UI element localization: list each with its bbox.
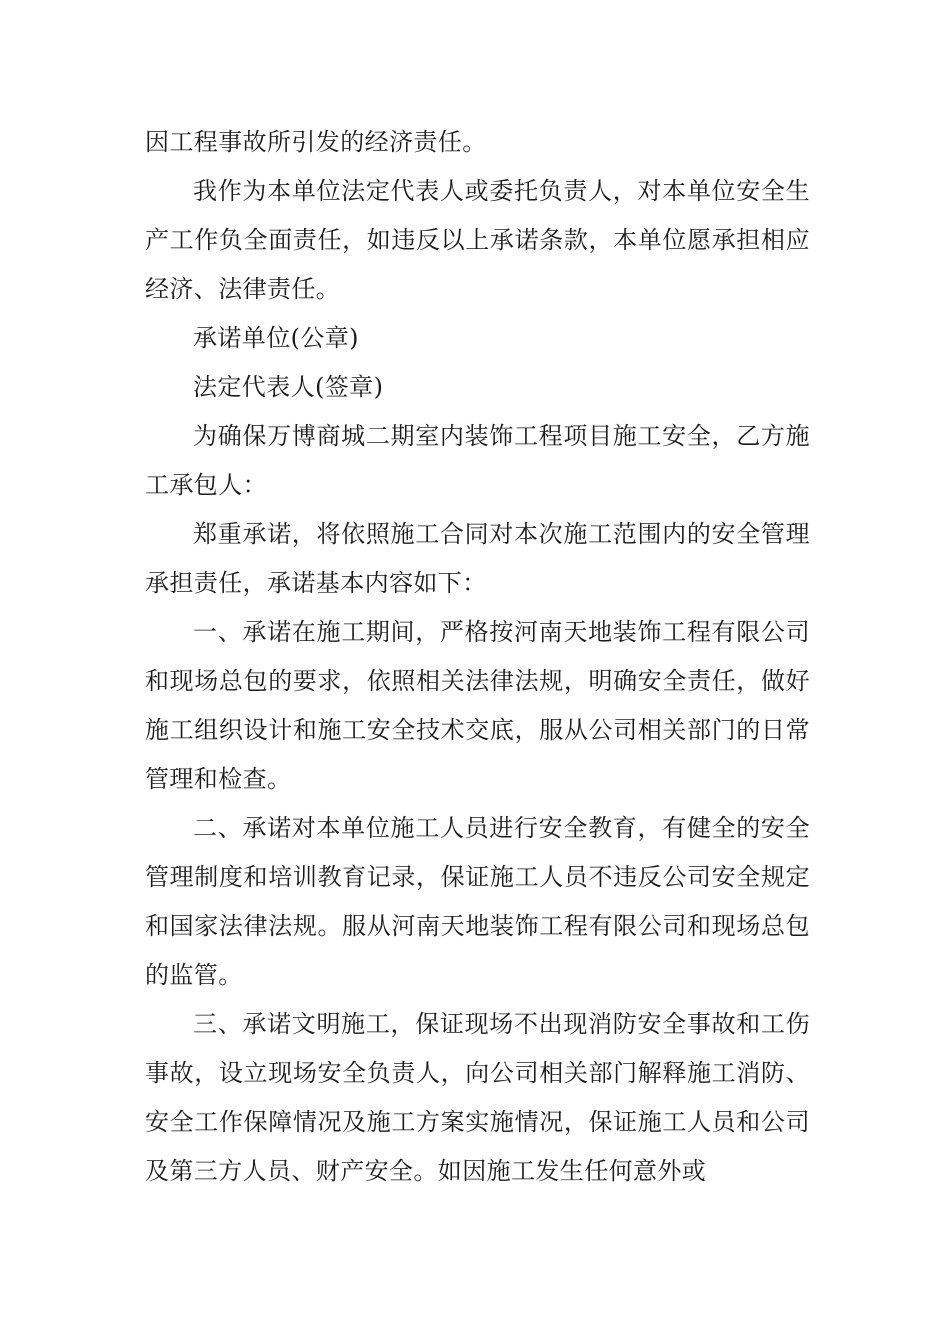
paragraph-clause-2: 二、承诺对本单位施工人员进行安全教育，有健全的安全管理制度和培训教育记录，保证施工人员不违反公司安全规定和国家法律法规。服从河南天地装饰工程有限公司和现场总包的监管。 (145, 814, 810, 989)
document-body (145, 118, 810, 1196)
paragraph-continuation: 因工程事故所引发的经济责任。 (145, 128, 487, 156)
paragraph-clause-1: 一、承诺在施工期间，严格按河南天地装饰工程有限公司和现场总包的要求，依照相关法律法规，明确安全责任，做好施工组织设计和施工安全技术交底，服从公司相关部门的日常管理和检查。 (145, 618, 810, 793)
paragraph-responsibility: 我作为本单位法定代表人或委托负责人，对本单位安全生产工作负全面责任，如违反以上承诺条款，本单位愿承担相应经济、法律责任。 (145, 177, 810, 303)
paragraph-seal-unit: 承诺单位(公章) (193, 324, 359, 352)
paragraph-pledge: 郑重承诺，将依照施工合同对本次施工范围内的安全管理承担责任，承诺基本内容如下： (145, 520, 810, 597)
paragraph-clause-3: 三、承诺文明施工，保证现场不出现消防安全事故和工伤事故，设立现场安全负责人，向公司相关部门解释施工消防、安全工作保障情况及施工方案实施情况，保证施工人员和公司及第三方人员、财产安全。如因施工发生任何意外或 (145, 1010, 810, 1185)
paragraph-purpose: 为确保万博商城二期室内装饰工程项目施工安全，乙方施工承包人： (145, 422, 810, 499)
paragraph-seal-representative: 法定代表人(签章) (193, 373, 384, 401)
